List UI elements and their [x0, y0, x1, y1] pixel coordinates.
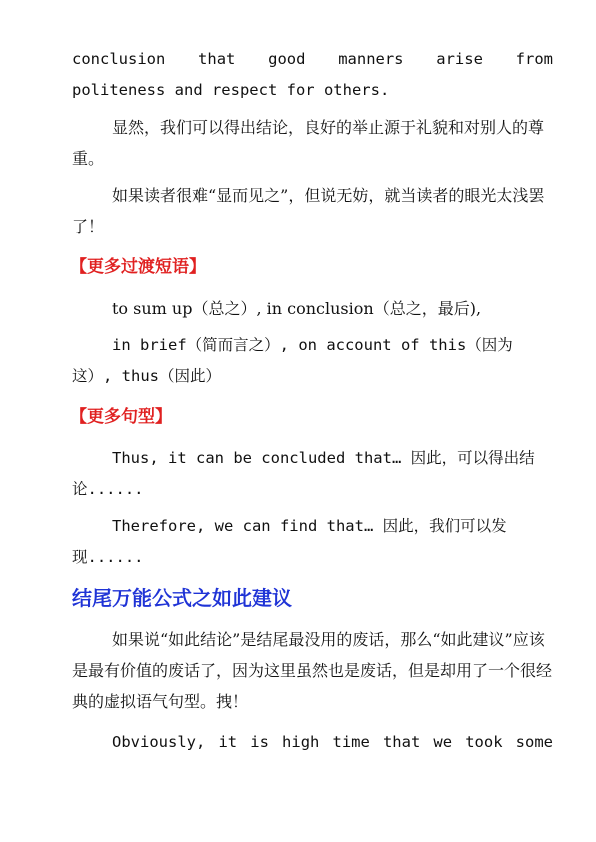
section-heading-sentence-patterns: 【更多句型】: [70, 407, 172, 427]
paragraph-english-continuation-end: politeness and respect for others.: [72, 81, 390, 99]
section-heading-formula: 结尾万能公式之如此建议: [72, 586, 292, 610]
paragraph-english-continuation: conclusion that good manners arise from: [72, 50, 553, 68]
document-page: [72, 44, 553, 758]
paragraph-comment: 如果读者很难“显而见之”，但说无妨，就当读者的眼光太浅罢了！: [72, 186, 545, 236]
pattern-line-1: Thus, it can be concluded that… 因此，可以得出结论......: [72, 449, 535, 498]
section-heading-transition-phrases: 【更多过渡短语】: [70, 257, 206, 277]
paragraph-translation: 显然，我们可以得出结论，良好的举止源于礼貌和对别人的尊重。: [72, 118, 545, 168]
pattern-line-2: Therefore, we can find that… 因此，我们可以发现......: [72, 517, 507, 566]
formula-body: 如果说“如此结论”是结尾最没用的废话，那么“如此建议”应该是最有价值的废话了，因为这里虽然也是废话，但是却用了一个很经典的虚拟语气句型。拽！: [72, 630, 553, 711]
phrase-line-2: in brief（简而言之）, on account of this（因为这）, thus（因此）: [72, 336, 513, 385]
phrase-line-1: to sum up（总之）, in conclusion（总之，最后),: [112, 299, 482, 318]
formula-example-line: Obviously, it is high time that we took some: [112, 733, 553, 751]
